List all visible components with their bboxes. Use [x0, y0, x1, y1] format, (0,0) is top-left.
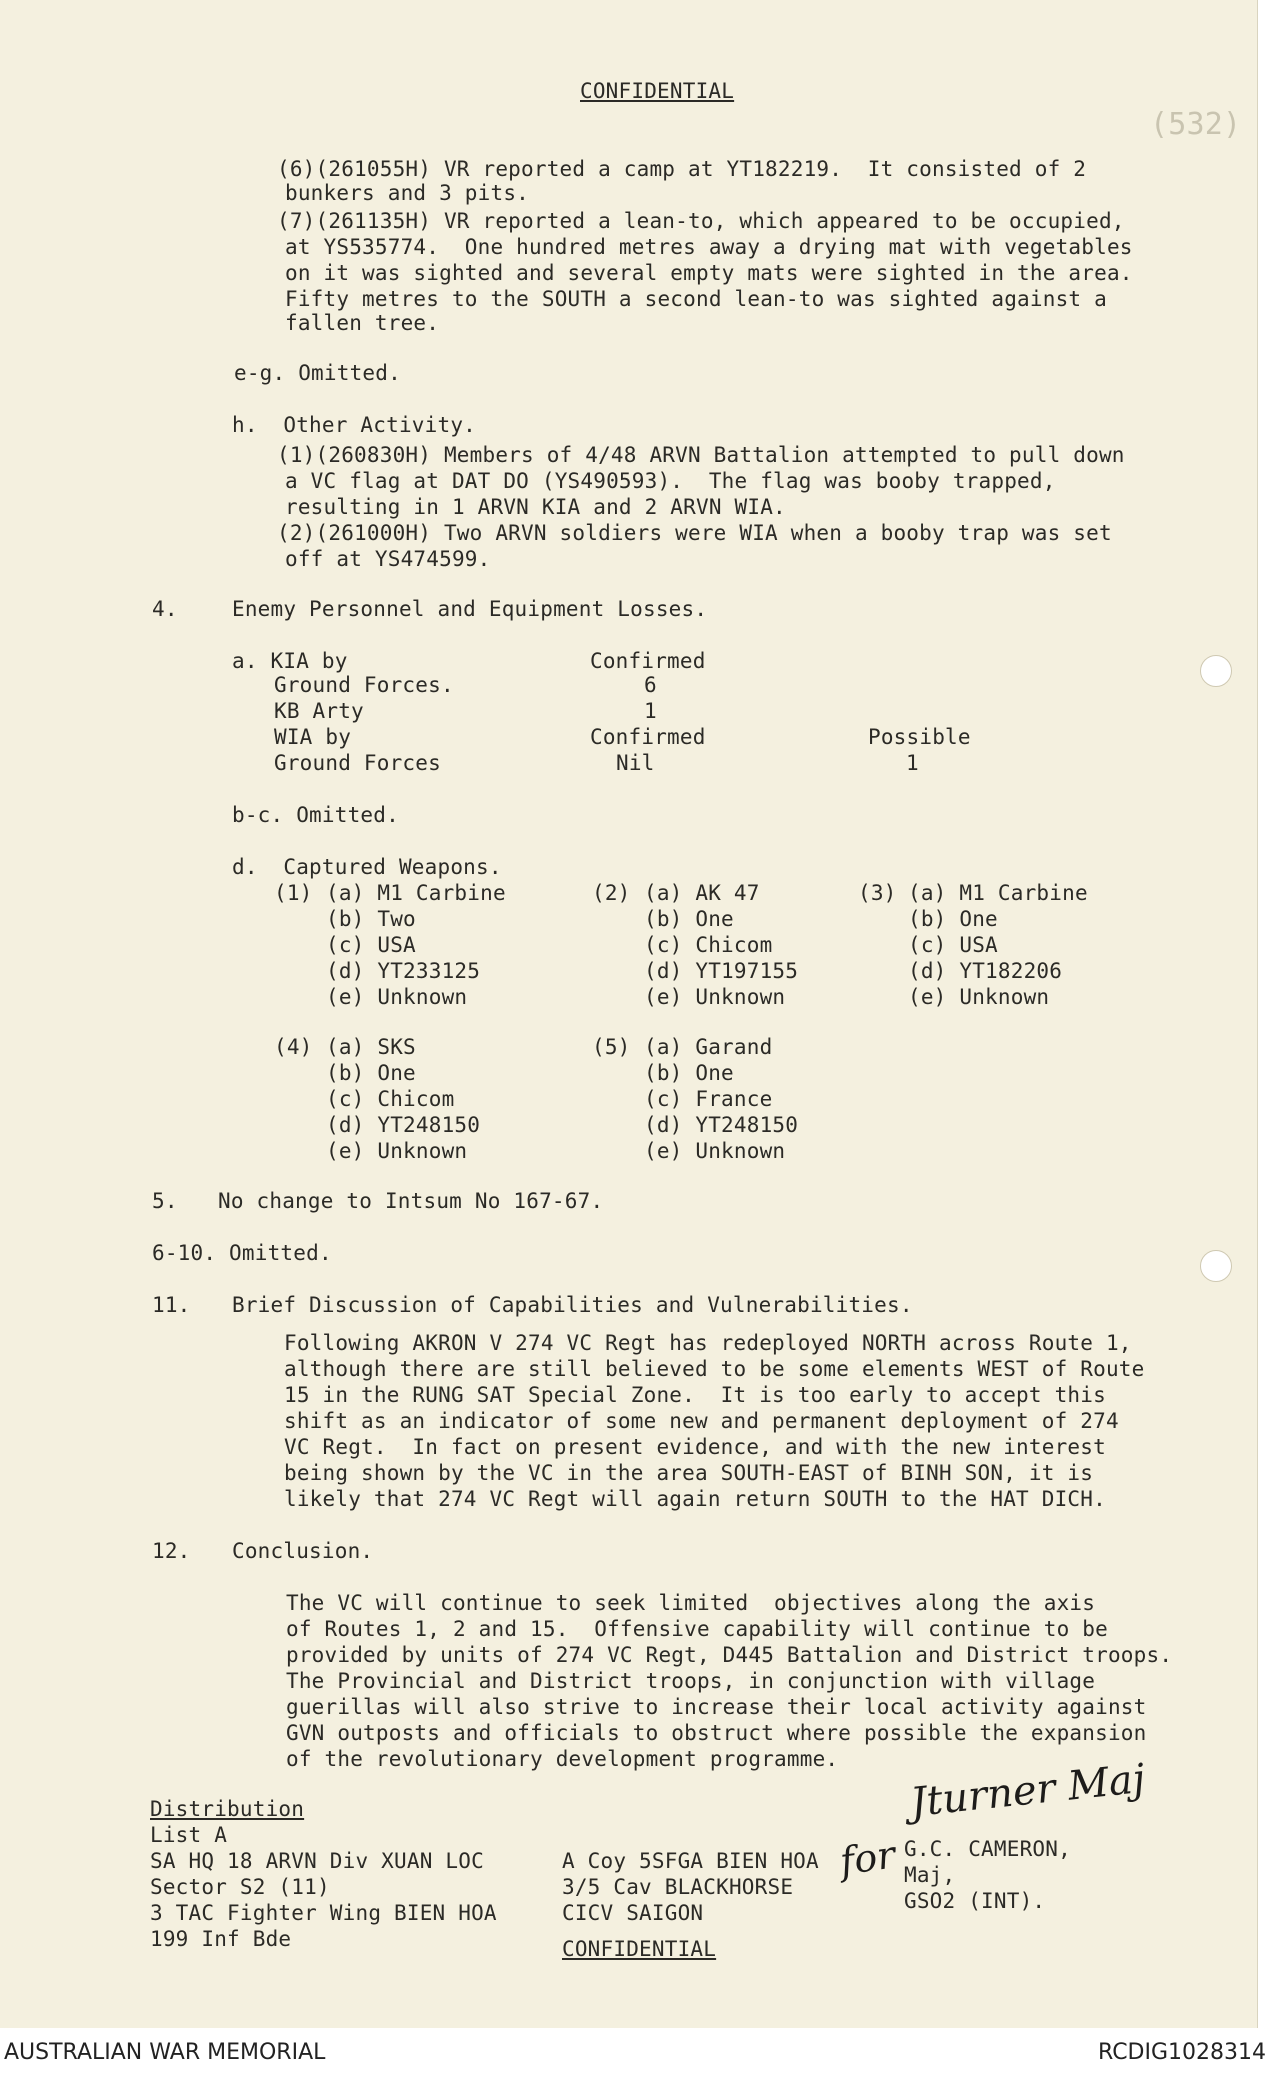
- weapon-1-c: (c) USA: [326, 933, 416, 957]
- signatory-appointment: GSO2 (INT).: [904, 1889, 1046, 1913]
- weapon-3-number: (3): [858, 881, 897, 905]
- weapon-2-d: (d) YT197155: [644, 959, 799, 983]
- wia-possible-header: Possible: [868, 725, 971, 749]
- para-5-number: 5.: [152, 1189, 178, 1213]
- para-e-g: e-g. Omitted.: [234, 361, 401, 385]
- weapon-1-b: (b) Two: [326, 907, 416, 931]
- weapon-5-number: (5): [592, 1035, 631, 1059]
- distribution-left-1: SA HQ 18 ARVN Div XUAN LOC: [150, 1849, 484, 1873]
- distribution-right-2: 3/5 Cav BLACKHORSE: [562, 1875, 794, 1899]
- item-7-line-3: on it was sighted and several empty mats were sighted in the area.: [285, 261, 1133, 285]
- para-11-line-6: being shown by the VC in the area SOUTH-EAST of BINH SON, it is: [284, 1461, 1094, 1485]
- para-6-10: 6-10. Omitted.: [152, 1241, 332, 1265]
- para-h-title: h. Other Activity.: [232, 413, 477, 437]
- wia-possible-value: 1: [906, 751, 919, 775]
- kb-arty-value: 1: [644, 699, 657, 723]
- h2-line-2: off at YS474599.: [285, 547, 491, 571]
- para-11-line-2: although there are still believed to be some elements WEST of Route: [284, 1357, 1145, 1381]
- para-12-line-5: guerillas will also strive to increase their local activity against: [286, 1695, 1147, 1719]
- weapon-5-e: (e) Unknown: [644, 1139, 786, 1163]
- wia-confirmed-value: Nil: [616, 751, 655, 775]
- wia-by-label: WIA by: [274, 725, 352, 749]
- kia-ground-forces-value: 6: [644, 673, 657, 697]
- punch-hole-lower: [1200, 1250, 1232, 1282]
- para-12-line-2: of Routes 1, 2 and 15. Offensive capability will continue to be: [286, 1617, 1108, 1641]
- para-11-number: 11.: [152, 1293, 191, 1317]
- h1-line-3: resulting in 1 ARVN KIA and 2 ARVN WIA.: [285, 495, 786, 519]
- confirmed-header: Confirmed: [590, 649, 706, 673]
- classification-footer: CONFIDENTIAL: [562, 1937, 717, 1961]
- weapon-2-b: (b) One: [644, 907, 734, 931]
- para-12-heading: Conclusion.: [232, 1539, 374, 1563]
- weapon-4-number: (4): [274, 1035, 313, 1059]
- captured-weapons-title: d. Captured Weapons.: [232, 855, 502, 879]
- para-5-text: No change to Intsum No 167-67.: [218, 1189, 604, 1213]
- distribution-right-1: A Coy 5SFGA BIEN HOA: [562, 1849, 819, 1873]
- wia-ground-forces-label: Ground Forces: [274, 751, 441, 775]
- item-7-line-4: Fifty metres to the SOUTH a second lean-to was sighted against a: [285, 287, 1107, 311]
- para-b-c: b-c. Omitted.: [232, 803, 399, 827]
- weapon-3-e: (e) Unknown: [908, 985, 1050, 1009]
- weapon-4-b: (b) One: [326, 1061, 416, 1085]
- weapon-4-d: (d) YT248150: [326, 1113, 481, 1137]
- distribution-title: Distribution: [150, 1797, 305, 1821]
- distribution-left-2: Sector S2 (11): [150, 1875, 330, 1899]
- punch-hole-upper: [1200, 655, 1232, 687]
- weapon-4-a: (a) SKS: [326, 1035, 416, 1059]
- kb-arty-label: KB Arty: [274, 699, 364, 723]
- signatory-name: G.C. CAMERON,: [904, 1837, 1071, 1861]
- item-7-line-2: at YS535774. One hundred metres away a drying mat with vegetables: [285, 235, 1133, 259]
- weapon-2-a: (a) AK 47: [644, 881, 760, 905]
- h1-line-1: (1)(260830H) Members of 4/48 ARVN Battalion attempted to pull down: [277, 443, 1125, 467]
- para-12-line-4: The Provincial and District troops, in conjunction with village: [286, 1669, 1096, 1693]
- weapon-3-b: (b) One: [908, 907, 998, 931]
- weapon-4-e: (e) Unknown: [326, 1139, 468, 1163]
- handwritten-signature: Jturner Maj: [908, 1755, 1148, 1827]
- weapon-5-c: (c) France: [644, 1087, 773, 1111]
- item-6-line-2: bunkers and 3 pits.: [285, 181, 530, 205]
- weapon-1-d: (d) YT233125: [326, 959, 481, 983]
- para-11-line-4: shift as an indicator of some new and permanent deployment of 274: [284, 1409, 1119, 1433]
- distribution-list: List A: [150, 1823, 228, 1847]
- weapon-3-c: (c) USA: [908, 933, 998, 957]
- para-11-line-5: VC Regt. In fact on present evidence, and with the new interest: [284, 1435, 1106, 1459]
- weapon-4-c: (c) Chicom: [326, 1087, 455, 1111]
- distribution-left-3: 3 TAC Fighter Wing BIEN HOA: [150, 1901, 497, 1925]
- weapon-5-d: (d) YT248150: [644, 1113, 799, 1137]
- kia-ground-forces-label: Ground Forces.: [274, 673, 454, 697]
- weapon-1-e: (e) Unknown: [326, 985, 468, 1009]
- para-12-line-1: The VC will continue to seek limited objectives along the axis: [286, 1591, 1096, 1615]
- weapon-2-c: (c) Chicom: [644, 933, 773, 957]
- para-12-line-7: of the revolutionary development programme.: [286, 1747, 839, 1771]
- wia-confirmed-header: Confirmed: [590, 725, 706, 749]
- item-7-line-1: (7)(261135H) VR reported a lean-to, which appeared to be occupied,: [277, 209, 1125, 233]
- signatory-rank: Maj,: [904, 1863, 956, 1887]
- weapon-5-b: (b) One: [644, 1061, 734, 1085]
- weapon-3-a: (a) M1 Carbine: [908, 881, 1088, 905]
- kia-by-label: a. KIA by: [232, 649, 348, 673]
- distribution-left-4: 199 Inf Bde: [150, 1927, 292, 1951]
- classification-header: CONFIDENTIAL: [580, 79, 735, 103]
- para-4-heading: Enemy Personnel and Equipment Losses.: [232, 597, 708, 621]
- h2-line-1: (2)(261000H) Two ARVN soldiers were WIA when a booby trap was set: [277, 521, 1112, 545]
- para-11-line-7: likely that 274 VC Regt will again return SOUTH to the HAT DICH.: [284, 1487, 1106, 1511]
- weapon-2-e: (e) Unknown: [644, 985, 786, 1009]
- weapon-3-d: (d) YT182206: [908, 959, 1063, 983]
- page-number-mark: (532): [1150, 107, 1242, 142]
- weapon-1-number: (1): [274, 881, 313, 905]
- weapon-5-a: (a) Garand: [644, 1035, 773, 1059]
- item-6-line-1: (6)(261055H) VR reported a camp at YT182219. It consisted of 2: [277, 157, 1087, 181]
- para-11-line-3: 15 in the RUNG SAT Special Zone. It is too early to accept this: [284, 1383, 1106, 1407]
- para-12-line-3: provided by units of 274 VC Regt, D445 Battalion and District troops.: [286, 1643, 1173, 1667]
- para-11-heading: Brief Discussion of Capabilities and Vulnerabilities.: [232, 1293, 913, 1317]
- weapon-1-a: (a) M1 Carbine: [326, 881, 506, 905]
- para-4-number: 4.: [152, 597, 178, 621]
- signature-for: for: [837, 1832, 898, 1884]
- weapon-2-number: (2): [592, 881, 631, 905]
- caption-institution: AUSTRALIAN WAR MEMORIAL: [4, 2040, 326, 2065]
- para-12-line-6: GVN outposts and officials to obstruct where possible the expansion: [286, 1721, 1147, 1745]
- h1-line-2: a VC flag at DAT DO (YS490593). The flag was booby trapped,: [285, 469, 1056, 493]
- para-11-line-1: Following AKRON V 274 VC Regt has redeployed NORTH across Route 1,: [284, 1331, 1132, 1355]
- item-7-line-5: fallen tree.: [285, 311, 440, 335]
- distribution-right-3: CICV SAIGON: [562, 1901, 704, 1925]
- para-12-number: 12.: [152, 1539, 191, 1563]
- caption-identifier: RCDIG1028314: [1098, 2040, 1267, 2065]
